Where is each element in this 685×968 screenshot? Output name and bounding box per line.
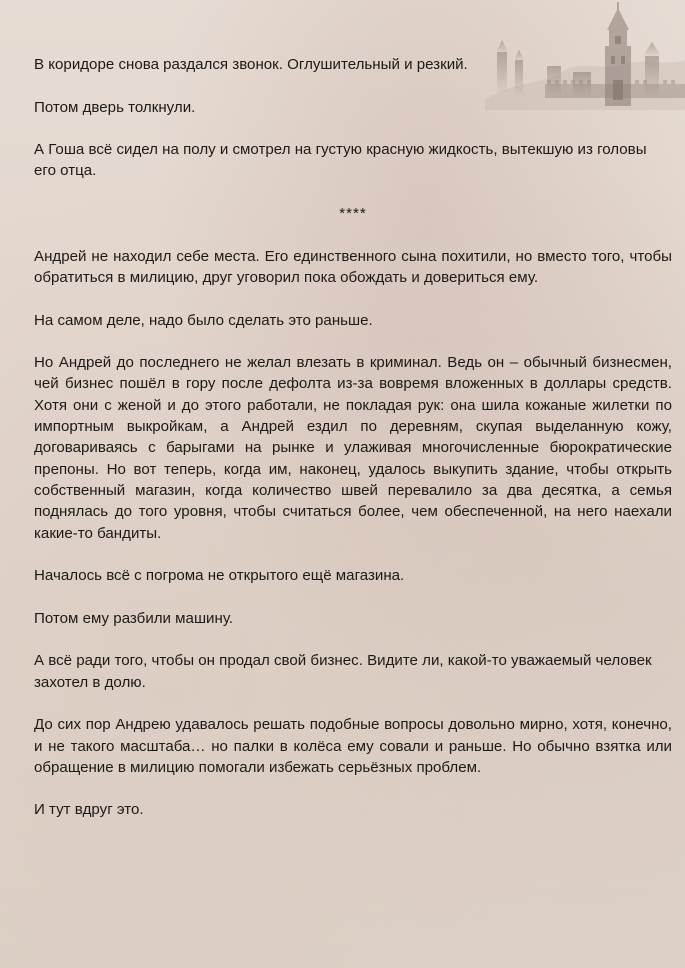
paragraph: В коридоре снова раздался звонок. Оглушительный и резкий. [34, 56, 468, 73]
paragraph: А Гоша всё сидел на полу и смотрел на густую красную жидкость, вытекшую из головы его отца. [34, 141, 647, 180]
paragraph: На самом деле, надо было сделать это раньше. [34, 311, 373, 329]
paragraph: Началось всё с погрома не открытого ещё магазина. [34, 567, 405, 585]
section-separator: **** [339, 205, 367, 223]
paragraph: До сих пор Андрею удавалось решать подобные вопросы довольно мирно, хотя, конечно, и не такого масштаба… но палки в колёса ему совали и раньше. Но обычно взятка или обращение в милицию помогали избежать серьёзных проблем. [34, 716, 672, 776]
paragraph: Но Андрей до последнего не желал влезать в криминал. Ведь он – обычный бизнесмен, чей бизнес пошёл в гору после дефолта из-за вовремя вложенных в доллары средств. Хотя они с женой и до этого работали, не покладая рук: она шила кожаные жилетки по импортным выкройкам, а Андрей ездил по деревням, скупая выделанную кожу, договариваясь с барыгами на рынке и улаживая многочисленные бюрократические препоны. Но вот теперь, когда им, наконец, удалось выкупить здание, чтобы открыть собственный магазин, когда количество швей перевалило за два десятка, а семья поднялась до того уровня, чтобы считаться более, чем обеспеченной, на него наехали какие-то бандиты. [34, 354, 672, 542]
paragraph: Потом ему разбили машину. [34, 609, 234, 627]
document-body [34, 54, 672, 842]
paragraph: Потом дверь толкнули. [34, 98, 196, 116]
paragraph: А всё ради того, чтобы он продал свой бизнес. Видите ли, какой-то уважаемый человек захотел в долю. [34, 652, 652, 691]
paragraph: Андрей не находил себе места. Его единственного сына похитили, но вместо того, чтобы обратиться в милицию, друг уговорил пока обождать и довериться ему. [34, 247, 672, 286]
paragraph: И тут вдруг это. [34, 801, 144, 819]
